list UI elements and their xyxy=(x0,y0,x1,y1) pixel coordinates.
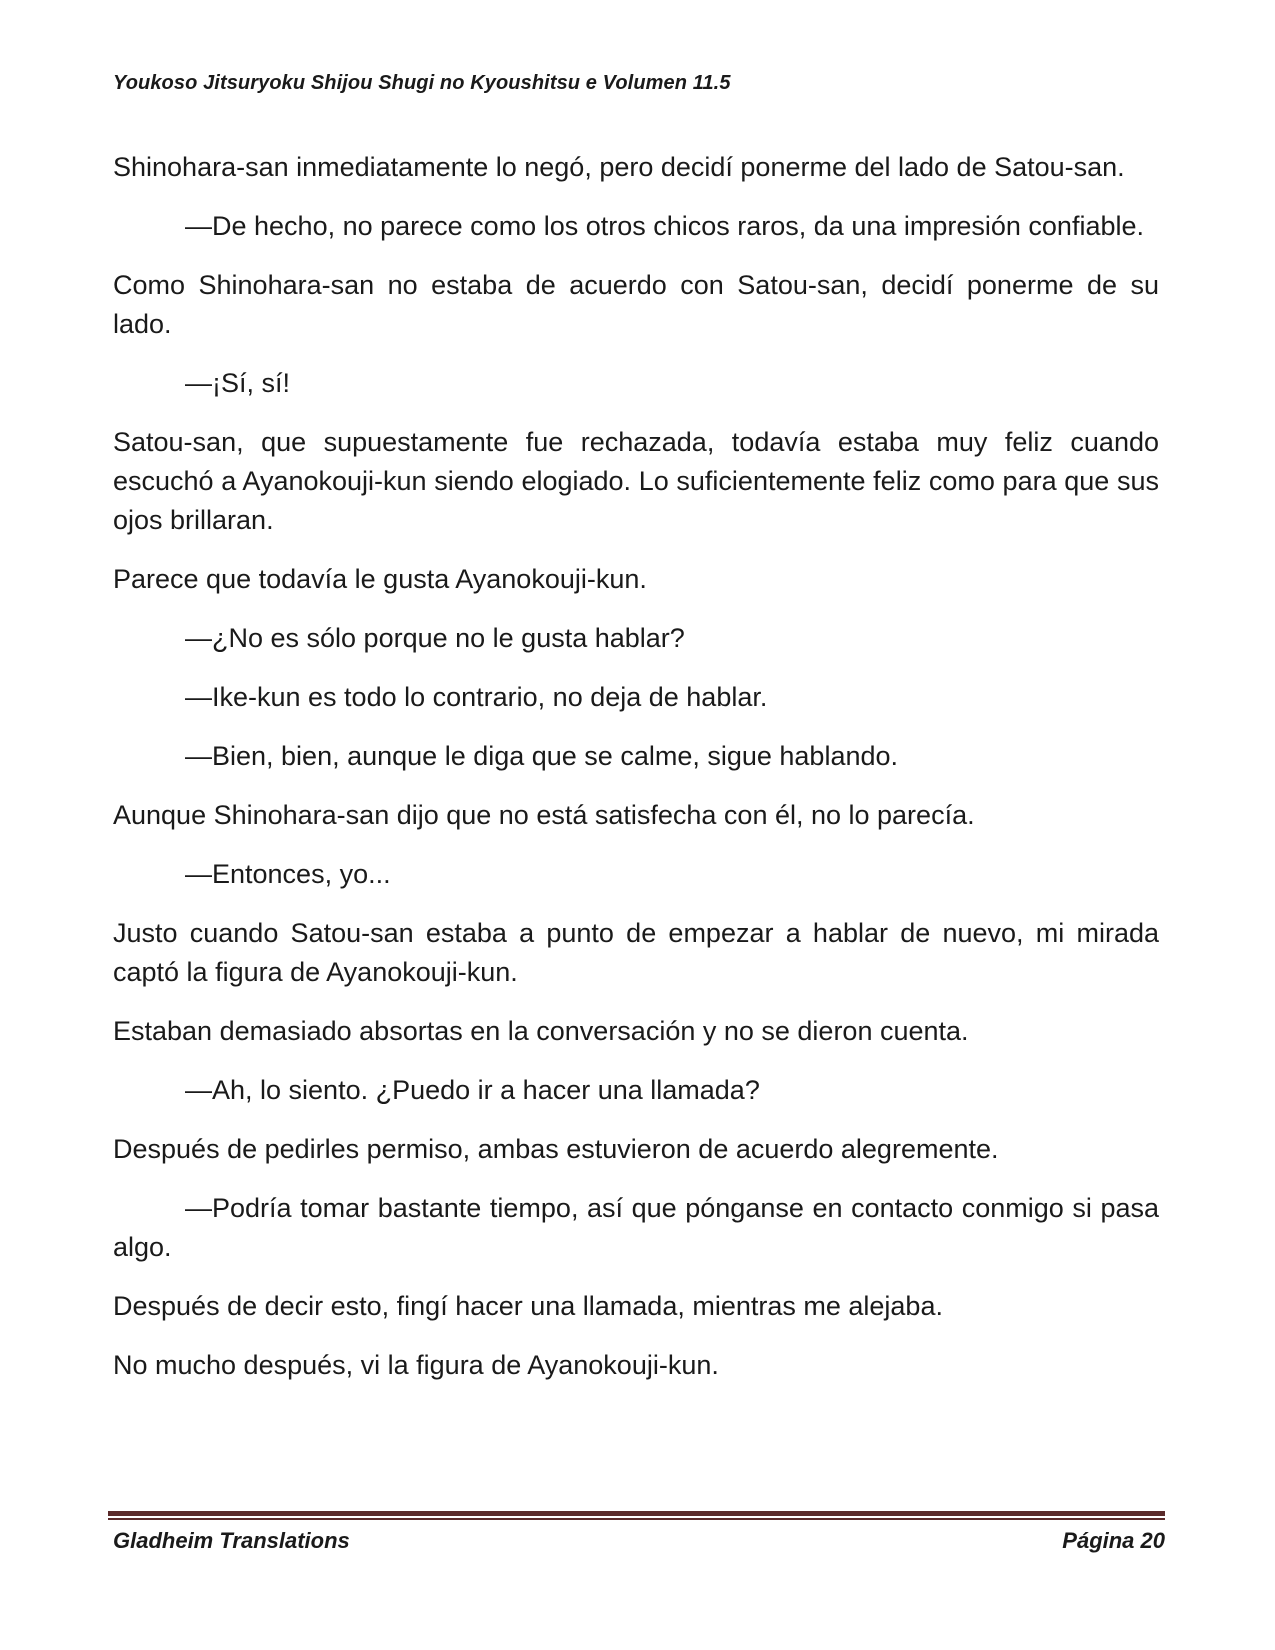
dialog-line: —Bien, bien, aunque le diga que se calme, sigue hablando. xyxy=(185,741,899,771)
footer-divider-thin xyxy=(108,1518,1165,1520)
footer-credit: Gladheim Translations xyxy=(113,1528,350,1553)
paragraph: Después de decir esto, fingí hacer una llamada, mientras me alejaba. xyxy=(113,1291,943,1321)
footer-divider-thick xyxy=(108,1511,1165,1516)
paragraph: Parece que todavía le gusta Ayanokouji-kun. xyxy=(113,564,647,594)
page-body xyxy=(113,148,1159,1405)
paragraph: Aunque Shinohara-san dijo que no está satisfecha con él, no lo parecía. xyxy=(113,800,975,830)
page-header-title: Youkoso Jitsuryoku Shijou Shugi no Kyoushitsu e Volumen 11.5 xyxy=(113,72,731,94)
paragraph: Después de pedirles permiso, ambas estuvieron de acuerdo alegremente. xyxy=(113,1134,999,1164)
page-number: Página 20 xyxy=(1062,1528,1165,1553)
dialog-line: —Ah, lo siento. ¿Puedo ir a hacer una llamada? xyxy=(185,1075,760,1105)
dialog-line: —De hecho, no parece como los otros chicos raros, da una impresión confiable. xyxy=(185,211,1145,241)
footer-divider xyxy=(108,1511,1165,1520)
dialog-line: —Ike-kun es todo lo contrario, no deja de hablar. xyxy=(185,682,768,712)
dialog-line: —Entonces, yo... xyxy=(185,859,391,889)
paragraph: Shinohara-san inmediatamente lo negó, pero decidí ponerme del lado de Satou-san. xyxy=(113,152,1125,182)
dialog-line: —¿No es sólo porque no le gusta hablar? xyxy=(185,623,685,653)
paragraph: Estaban demasiado absortas en la conversación y no se dieron cuenta. xyxy=(113,1016,969,1046)
paragraph: No mucho después, vi la figura de Ayanokouji-kun. xyxy=(113,1350,719,1380)
dialog-line: —¡Sí, sí! xyxy=(185,368,291,398)
paragraph: Justo cuando Satou-san estaba a punto de empezar a hablar de nuevo, mi mirada captó la figura de Ayanokouji-kun. xyxy=(113,918,1159,987)
dialog-line: —Podría tomar bastante tiempo, así que pónganse en contacto conmigo si pasa algo. xyxy=(113,1193,1159,1262)
paragraph: Satou-san, que supuestamente fue rechazada, todavía estaba muy feliz cuando escuchó a Ayanokouji-kun siendo elogiado. Lo suficientemente feliz como para que sus ojos brillaran. xyxy=(113,427,1159,535)
paragraph: Como Shinohara-san no estaba de acuerdo con Satou-san, decidí ponerme de su lado. xyxy=(113,270,1159,339)
